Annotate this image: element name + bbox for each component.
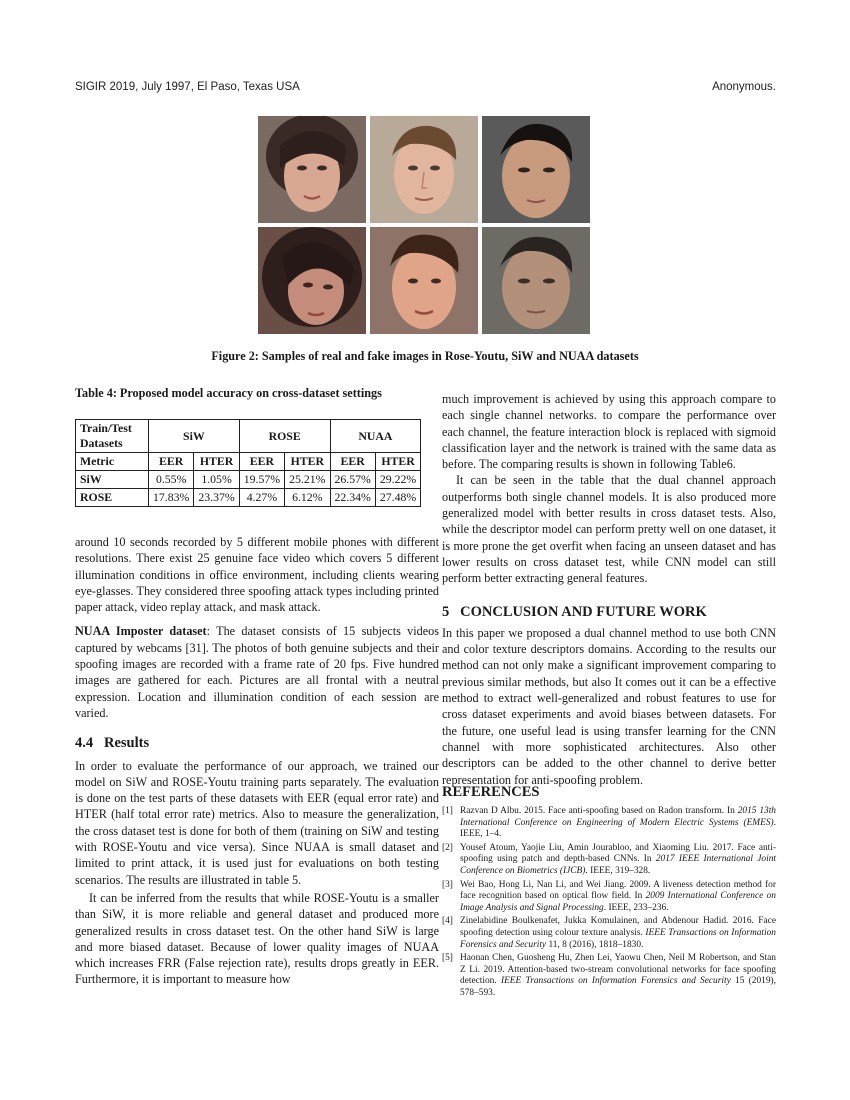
table-head-cell: NUAA bbox=[330, 420, 421, 453]
section-number: 4.4 bbox=[75, 735, 94, 752]
dataset-description: : The dataset consists of 15 subjects videos captured by webcams [31]. The photos of both genuine subjects and their spoofing images are recorded with a frame rate of 20 fps. Five hundred images are gathered for each. Pictures are all frontal with a neutral expression. Location and illumination condition of each session are varied. bbox=[75, 624, 439, 720]
results-table bbox=[75, 419, 421, 507]
references-heading: REFERENCES bbox=[442, 784, 540, 800]
reference-venue: IEEE Transactions on Information Forensics and Security bbox=[500, 976, 731, 987]
table-row-label: ROSE bbox=[76, 489, 149, 507]
left-column bbox=[75, 534, 439, 988]
reference-number: [1] bbox=[442, 806, 453, 816]
face-fake-rose-youtu bbox=[258, 227, 366, 334]
table-cell: 23.37% bbox=[194, 489, 239, 507]
reference-text: . IEEE, 233–236. bbox=[603, 902, 669, 913]
face-real-nuaa bbox=[482, 116, 590, 223]
table-head-cell: HTER bbox=[375, 453, 420, 471]
table-head-cell: Train/Test Datasets bbox=[76, 420, 149, 453]
reference-item bbox=[442, 916, 776, 951]
body-paragraph: In this paper we proposed a dual channel method to use both CNN and color texture descriptors domains. According to the results our method can not only make a significant improvement comparing to previous similar methods, but also It comes out it can be a effective method to extract well-generalized and robust features to use for cross dataset experiments and avoid biases between datasets. For the future, one useful lead is using transfer learning for the CNN channel with more sophisticated architectures. Also other descriptors can be added to the other channel to derive better representation for anti-spoofing problem. bbox=[442, 625, 776, 787]
table-cell: 27.48% bbox=[375, 489, 420, 507]
reference-item bbox=[442, 806, 776, 841]
reference-venue: 2009 International Conference on Image Analysis and Signal Processing bbox=[460, 891, 776, 913]
reference-text: Razvan D Albu. 2015. Face anti-spoofing based on Radon transform. In bbox=[460, 806, 738, 816]
figure-caption: Figure 2: Samples of real and fake images in Rose-Youtu, SiW and NUAA datasets bbox=[211, 349, 639, 363]
table-cell: 6.12% bbox=[285, 489, 330, 507]
reference-text: Wei Bao, Hong Li, Nan Li, and Wei Jiang. 2009. A liveness detection method for face recognition based on optical flow field. In bbox=[460, 879, 776, 902]
table-head-cell: HTER bbox=[285, 453, 330, 471]
running-header-left: SIGIR 2019, July 1997, El Paso, Texas USA bbox=[75, 81, 300, 93]
table-cell: 17.83% bbox=[149, 489, 194, 507]
body-paragraph: It can be inferred from the results that while ROSE-Youtu is a smaller than SiW, it is more reliable and general dataset and produced more generalized results in cross dataset test. On the other hand SiW is large and more biased dataset. Because of lower quality images of NUAA which increases FRR (False rejection rate), results drops greatly in EER. Furthermore, it is important to measure how bbox=[75, 890, 439, 987]
table-head-cell: EER bbox=[149, 453, 194, 471]
table-cell: 26.57% bbox=[330, 471, 375, 489]
section-title: Results bbox=[104, 735, 150, 752]
table-head-cell: EER bbox=[239, 453, 284, 471]
references-list bbox=[442, 806, 776, 1002]
section-heading bbox=[75, 735, 439, 751]
running-header-right: Anonymous. bbox=[712, 81, 776, 93]
reference-item bbox=[442, 880, 776, 915]
table-caption: Table 4: Proposed model accuracy on cross-dataset settings bbox=[75, 386, 382, 400]
reference-venue: IEEE Transactions on Information Forensics and Security bbox=[460, 927, 776, 950]
table-head-cell: HTER bbox=[194, 453, 239, 471]
table-head-cell: ROSE bbox=[239, 420, 330, 453]
table-cell: 22.34% bbox=[330, 489, 375, 507]
reference-number: [5] bbox=[442, 953, 453, 964]
table-row bbox=[76, 471, 421, 489]
body-paragraph: around 10 seconds recorded by 5 different mobile phones with different resolutions. There exist 25 genuine face video which covers 5 different illumination conditions in office environment, including clients wearing eye-glasses. They considered three spoofing attack types including printed paper attack, video replay attack, and mask attack. bbox=[75, 535, 439, 615]
reference-venue: 2015 13th International Conference on Engineering of Modern Electric Systems (EMES) bbox=[460, 806, 776, 828]
table-row bbox=[76, 489, 421, 507]
body-paragraph bbox=[75, 623, 439, 721]
body-paragraph: much improvement is achieved by using this approach compare to each single channel networks. to compare the performance over each channel, the feature interaction block is replaced with sigmoid classification layer and the network is trained with the same data as before. The comparing results is shown in following Table6. bbox=[442, 392, 776, 472]
reference-text: 11, 8 (2016), 1818–1830. bbox=[546, 939, 644, 950]
section-number: 5 bbox=[442, 603, 450, 620]
reference-text: Haonan Chen, Guosheng Hu, Zhen Lei, Yaowu Chen, Neil M Robertson, and Stan Z Li. 2019. Attention-based two-stream convolutional networks for face spoofing detection. bbox=[460, 953, 776, 987]
section-heading bbox=[442, 604, 776, 620]
reference-text: Zinelabidine Boulkenafet, Jukka Komulainen, and Abdenour Hadid. 2016. Face spoofing detection using colour texture analysis. bbox=[460, 916, 776, 938]
face-fake-siw bbox=[370, 227, 478, 334]
face-real-siw bbox=[370, 116, 478, 223]
table-head-cell: SiW bbox=[149, 420, 240, 453]
table-cell: 29.22% bbox=[375, 471, 420, 489]
table-cell: 4.27% bbox=[239, 489, 284, 507]
right-column bbox=[442, 391, 776, 788]
reference-text: Yousef Atoum, Yaojie Liu, Amin Jourabloo, and Xiaoming Liu. 2017. Face anti-spoofing using patch and depth-based CNNs. In bbox=[460, 842, 776, 865]
table-head-cell: EER bbox=[330, 453, 375, 471]
table-row-label: SiW bbox=[76, 471, 149, 489]
reference-text: . IEEE, 319–328. bbox=[585, 865, 651, 876]
sample-faces-figure bbox=[258, 116, 591, 335]
table-cell: 19.57% bbox=[239, 471, 284, 489]
reference-number: [2] bbox=[442, 842, 453, 853]
table-cell: 0.55% bbox=[149, 471, 194, 489]
reference-venue: 2017 IEEE International Joint Conference on Biometrics (IJCB) bbox=[460, 854, 776, 876]
body-paragraph: In order to evaluate the performance of our approach, we trained our model on SiW and ROSE-Youtu training parts separately. The evaluation is done on the test parts of these datasets with EER (equal error rate) and HTER (half total error rate) metrics. Also to measure the generalization, the cross dataset test is done for both of them (training on SiW and testing with ROSE-Youtu and vice versa). Since NUAA is small dataset and limited to print attack, it is used just for evaluations on both testing scenarios. The results are illustrated in table 5. bbox=[75, 758, 439, 887]
reference-number: [3] bbox=[442, 879, 453, 890]
table-cell: 1.05% bbox=[194, 471, 239, 489]
face-fake-nuaa bbox=[482, 227, 590, 334]
reference-item bbox=[442, 953, 776, 999]
reference-item bbox=[442, 843, 776, 878]
reference-text: . IEEE, 1–4. bbox=[460, 817, 776, 840]
reference-number: [4] bbox=[442, 916, 453, 927]
section-title: CONCLUSION AND FUTURE WORK bbox=[460, 603, 707, 620]
dataset-name: NUAA Imposter dataset bbox=[75, 624, 207, 639]
reference-text: 15 (2019), 578–593. bbox=[460, 976, 776, 998]
body-paragraph: It can be seen in the table that the dual channel approach outperforms both single channel models. It is also produced more generalized model with better results in cross dataset tests. Also, while the descriptor model can perform pretty well on one dataset, it is more prone the get overfit when facing an unseen dataset and has lower results on cross dataset test, while CNN model can still perform better extracting general features. bbox=[442, 473, 776, 586]
table-head-cell: Metric bbox=[76, 453, 149, 471]
face-real-rose-youtu bbox=[258, 116, 366, 223]
table-cell: 25.21% bbox=[285, 471, 330, 489]
